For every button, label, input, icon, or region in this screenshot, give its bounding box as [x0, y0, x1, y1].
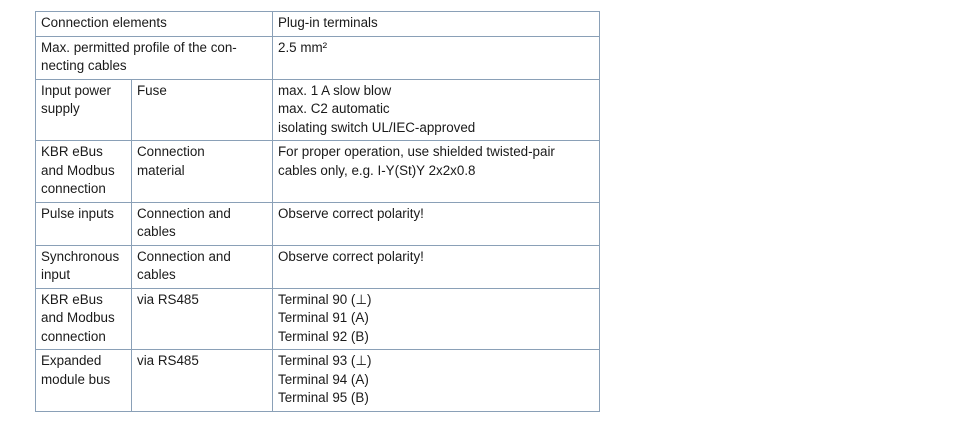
row-subcategory: Connection material	[132, 141, 273, 203]
row-value: Observe correct polarity!	[273, 245, 600, 288]
row-value: Terminal 93 (⊥) Terminal 94 (A) Terminal 95 (B)	[273, 350, 600, 412]
header-connection-elements: Connection elements	[36, 12, 273, 37]
row-subcategory: Connection and cables	[132, 202, 273, 245]
row-value: Observe correct polarity!	[273, 202, 600, 245]
row-category: KBR eBus and Modbus connection	[36, 141, 132, 203]
row-value: Terminal 90 (⊥) Terminal 91 (A) Terminal 92 (B)	[273, 288, 600, 350]
row-category: Pulse inputs	[36, 202, 132, 245]
row-value: For proper operation, use shielded twisted-pair cables only, e.g. I-Y(St)Y 2x2x0.8	[273, 141, 600, 203]
table-row	[36, 79, 600, 141]
row-subcategory: Connection and cables	[132, 245, 273, 288]
profile-value: 2.5 mm²	[273, 36, 600, 79]
table-header-row	[36, 12, 600, 37]
row-subcategory: via RS485	[132, 350, 273, 412]
row-subcategory: Fuse	[132, 79, 273, 141]
table-row	[36, 245, 600, 288]
table-row	[36, 141, 600, 203]
header-plug-in-terminals: Plug-in terminals	[273, 12, 600, 37]
row-category: Input power supply	[36, 79, 132, 141]
table-row	[36, 288, 600, 350]
connection-spec-table	[35, 11, 600, 412]
table-row	[36, 36, 600, 79]
row-value: max. 1 A slow blow max. C2 automatic isolating switch UL/IEC-approved	[273, 79, 600, 141]
row-category: Synchronous input	[36, 245, 132, 288]
profile-label: Max. permitted profile of the con- necting cables	[36, 36, 273, 79]
row-category: KBR eBus and Modbus connection	[36, 288, 132, 350]
row-subcategory: via RS485	[132, 288, 273, 350]
row-category: Expanded module bus	[36, 350, 132, 412]
table-row	[36, 350, 600, 412]
table-row	[36, 202, 600, 245]
